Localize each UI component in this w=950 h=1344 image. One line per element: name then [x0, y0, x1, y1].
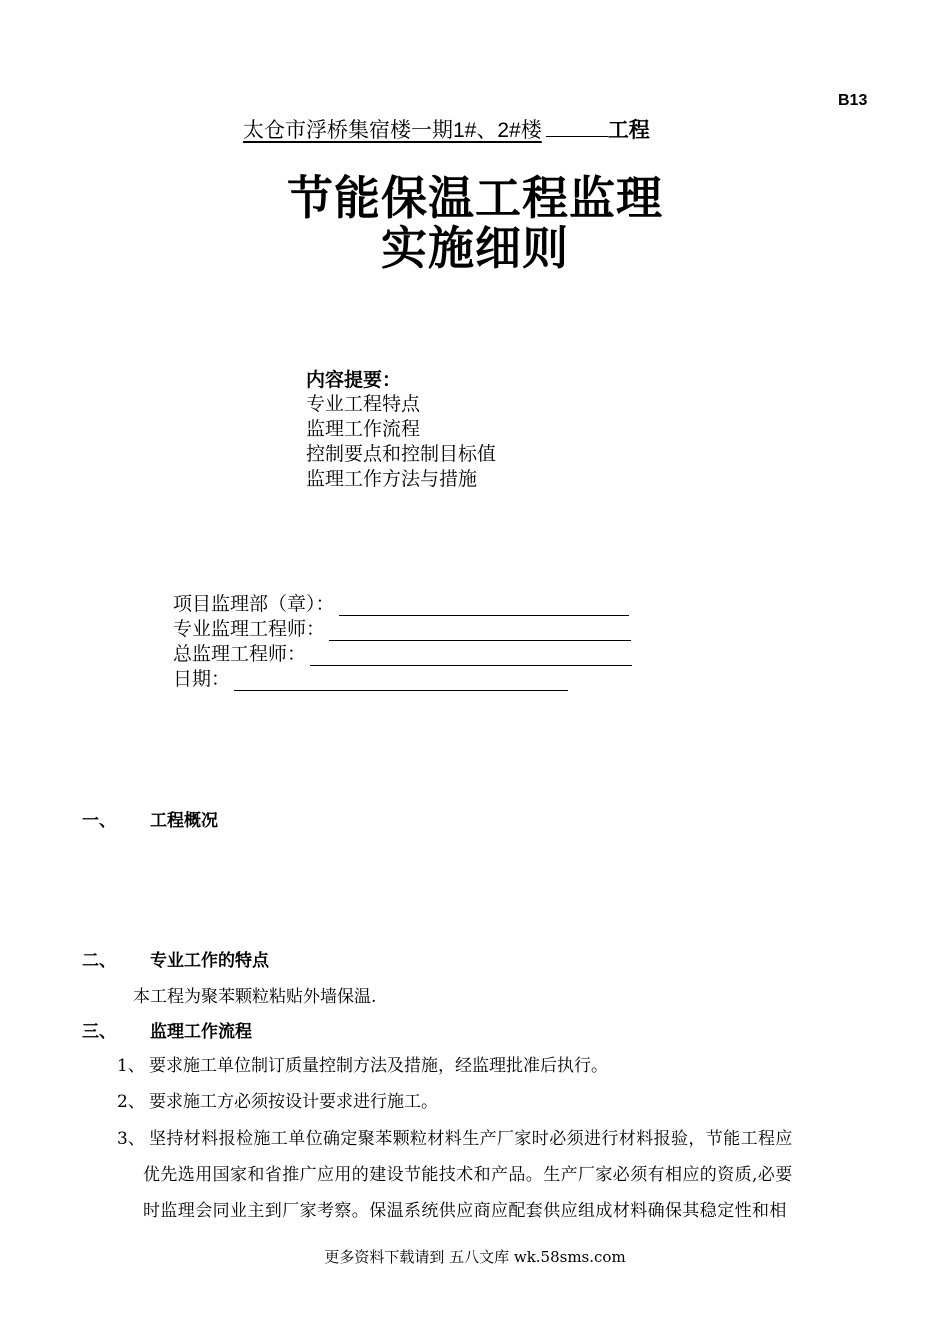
doc-title-line2: 实施细则: [381, 221, 569, 275]
signature-row-date: [173, 664, 568, 691]
signature-label: 总监理工程师：: [173, 643, 307, 665]
footer-text: 更多资料下载请到 五八文库 wk.58sms.com: [324, 1248, 626, 1266]
step-text: 要求施工单位制订质量控制方法及措施，经监理批准后执行。: [149, 1056, 608, 1076]
signature-blank: [339, 595, 629, 616]
signature-row-dept: [173, 589, 629, 616]
section-number: 二、: [82, 951, 116, 970]
section-title: 工程概况: [150, 811, 218, 830]
summary-heading: 内容提要：: [306, 370, 402, 391]
section-number: 三、: [82, 1022, 116, 1041]
signature-blank: [329, 620, 631, 641]
summary-item: 监理工作方法与措施: [306, 468, 478, 490]
signature-label: 日期：: [173, 668, 231, 690]
doc-title-line1: 节能保温工程监理: [287, 171, 663, 225]
section-title: 专业工作的特点: [150, 951, 269, 970]
section-title: 监理工作流程: [150, 1022, 252, 1041]
signature-row-chief: [173, 639, 632, 666]
step-text: 要求施工方必须按设计要求进行施工。: [149, 1092, 438, 1112]
signature-label: 专业监理工程师：: [173, 618, 326, 640]
section-body: 本工程为聚苯颗粒粘贴外墙保温.: [133, 987, 377, 1007]
step-text: 优先选用国家和省推广应用的建设节能技术和产品。生产厂家必须有相应的资质,必要: [143, 1165, 793, 1185]
step-number: 1、: [117, 1056, 145, 1076]
step-number: 2、: [117, 1092, 145, 1112]
signature-blank: [310, 645, 632, 666]
summary-item: 专业工程特点: [306, 393, 421, 415]
project-suffix: 工程: [607, 119, 650, 142]
step-text: 时监理会同业主到厂家考察。保温系统供应商应配套供应组成材料确保其稳定性和相: [143, 1201, 787, 1221]
signature-blank: [234, 670, 568, 691]
signature-label: 项目监理部（章）：: [173, 593, 335, 615]
step-text: 坚持材料报检施工单位确定聚苯颗粒材料生产厂家时必须进行材料报验，节能工程应: [149, 1129, 793, 1149]
doc-code: B13: [838, 92, 868, 109]
project-line: [243, 114, 650, 144]
step-number: 3、: [117, 1129, 145, 1149]
section-number: 一、: [82, 811, 116, 830]
signature-row-engineer: [173, 614, 631, 641]
project-name: 太仓市浮桥集宿楼一期1#、2#楼: [243, 119, 542, 142]
summary-item: 监理工作流程: [306, 418, 421, 440]
summary-item: 控制要点和控制目标值: [306, 443, 497, 465]
project-underline: [546, 114, 608, 137]
